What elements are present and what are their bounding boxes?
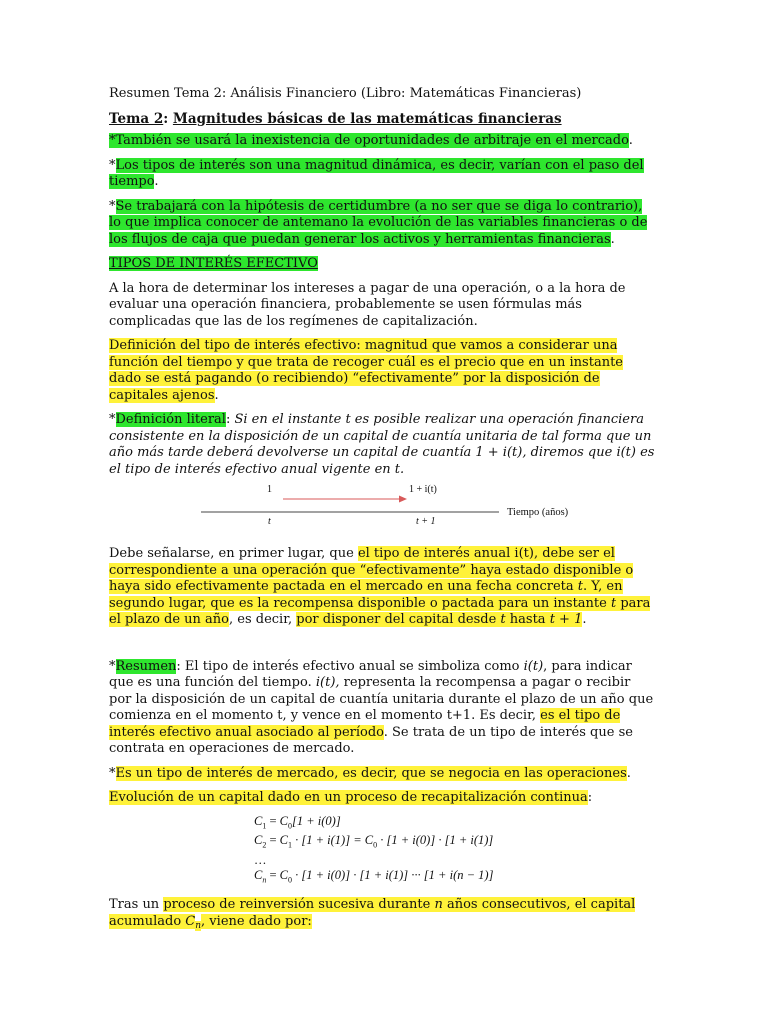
equation-line-1: $C_1 = C_0[1 + i(0)]$ (254, 813, 341, 830)
highlight-green: Se trabajará con la hipótesis de certidumbre (a no ser que se diga lo contrario), lo que implica conocer de antemano la evolución de las variables financieras o de los flujos de caja que puedan generar los activos y herramientas financieras (109, 198, 648, 247)
paragraph-resumen: *Resumen: El tipo de interés efectivo anual se simboliza como i(t), para indicar que es una función del tiempo. i(t), representa la recompensa a pagar o recibir por la disposición de un capital de cuantía unitaria durante el plazo de un año que comienza en el momento t, y vence en el momento t+1. Es decir, es el tipo de interés efectivo anual asociado al período. Se trata de un tipo de interés que se contrata en operaciones de mercado. (109, 658, 654, 756)
timeline-bottom-right: t + 1 (416, 516, 436, 527)
equation-line-n: $C_n = C_0 \cdot [1 + i(0)] \cdot [1 + i(1)]$ ··· [1 + i(n − 1)] (254, 867, 494, 884)
section-title: Tema 2: Magnitudes básicas de las matemáticas financieras (109, 110, 562, 127)
paragraph-dinamica: *Los tipos de interés son una magnitud dinámica, es decir, varían con el paso del tiempo. (109, 157, 644, 189)
timeline-bottom-left: t (268, 516, 271, 527)
document-body (109, 86, 655, 935)
highlight-green: Definición literal (115, 412, 226, 427)
title-text: Magnitudes básicas de las matemáticas financieras (172, 110, 562, 127)
highlight-yellow: es el tipo de interés efectivo anual asociado al período (109, 708, 621, 740)
timeline-axis-label: Tiempo (años) (507, 507, 569, 518)
paragraph-certidumbre: *Se trabajará con la hipótesis de certidumbre (a no ser que se diga lo contrario), lo que implica conocer de antemano la evolución de las variables financieras o de los flujos de caja que puedan generar los activos y herramientas financieras. (109, 198, 648, 247)
title-prefix: Tema 2 (109, 110, 164, 127)
paragraph-arbitraje: *También se usará la inexistencia de oportunidades de arbitraje en el mercado. (109, 133, 633, 148)
highlight-yellow: el tipo de interés anual i(t), debe ser el correspondiente a una operación que “efectivamente” haya estado disponible o haya sido efectivamente pactada en el mercado en una fecha concreta (109, 546, 634, 594)
paragraph-definicion-literal: *Definición literal: Si en el instante t es posible realizar una operación financiera consistente en la disposición de un capital de cuantía unitaria de tal forma que un año más tarde deberá devolverse un capital de cuantía 1 + i(t), diremos que i(t) es el tipo de interés efectivo anual vigente en t. (109, 412, 655, 477)
recapitalization-equations (254, 814, 655, 888)
timeline-svg (109, 484, 655, 540)
highlight-green: Resumen (115, 658, 177, 674)
paragraph-evolucion: Evolución de un capital dado en un proceso de recapitalización continua: (109, 790, 593, 805)
section-heading: TIPOS DE INTERÉS EFECTIVO (109, 256, 318, 271)
equation-line-2: $C_2 = C_1 \cdot [1 + i(1)] = C_0 \cdot [1 + i(0)] \cdot [1 + i(1)]$ (254, 833, 494, 850)
equation-dots: … (254, 852, 267, 867)
paragraph-reinversion: Tras un proceso de reinversión sucesiva durante n años consecutivos, el capital acumulado $C_n$, viene dado por: (109, 897, 636, 932)
highlight-yellow: Evolución de un capital dado en un proceso de recapitalización continua (109, 790, 588, 805)
paragraph-senalarse: Debe señalarse, en primer lugar, que el tipo de interés anual i(t), debe ser el correspondiente a una operación que “efectivamente” haya estado disponible o haya sido efectivamente pactada en el mercado en una fecha concreta t. Y, en segundo lugar, que es la recompensa disponible o pactada para un instante t para el plazo de un año, es decir, por disponer del capital desde t hasta t + 1. (109, 546, 651, 627)
highlight-green: Los tipos de interés son una magnitud dinámica, es decir, varían con el paso del tiempo (109, 157, 644, 189)
paragraph-definicion: Definición del tipo de interés efectivo: magnitud que vamos a considerar una función del tiempo y que trata de recoger cuál es el precio que en un instante dado se está pagando (o recibiendo) “efectivamente” por la disposición de capitales ajenos. (109, 338, 623, 403)
highlight-yellow: Es un tipo de interés de mercado, es decir, que se negocia en las operaciones (115, 765, 627, 781)
document-header: Resumen Tema 2: Análisis Financiero (Libro: Matemáticas Financieras) (109, 86, 582, 101)
arrow-head-icon (399, 496, 407, 503)
timeline-figure (109, 484, 655, 540)
highlight-yellow: por disponer del capital desde (296, 612, 501, 627)
timeline-top-right: 1 + i(t) (409, 484, 437, 495)
paragraph-intro: A la hora de determinar los intereses a pagar de una operación, o a la hora de evaluar una operación financiera, probablemente se usen fórmulas más complicadas que las de los regímenes de capitalización. (109, 280, 626, 329)
paragraph-mercado: *Es un tipo de interés de mercado, es decir, que se negocia en las operaciones. (109, 765, 631, 781)
highlight-yellow: proceso de reinversión sucesiva durante (163, 897, 435, 912)
timeline-top-left: 1 (267, 484, 272, 495)
highlight-green: También se usará la inexistencia de oportunidades de arbitraje en el mercado (115, 133, 629, 148)
highlight-yellow: Definición del tipo de interés efectivo: magnitud que vamos a considerar una función del tiempo y que trata de recoger cuál es el precio que en un instante dado se está pagando (o recibiendo) “efectivamente” por la disposición de capitales ajenos (109, 338, 623, 403)
